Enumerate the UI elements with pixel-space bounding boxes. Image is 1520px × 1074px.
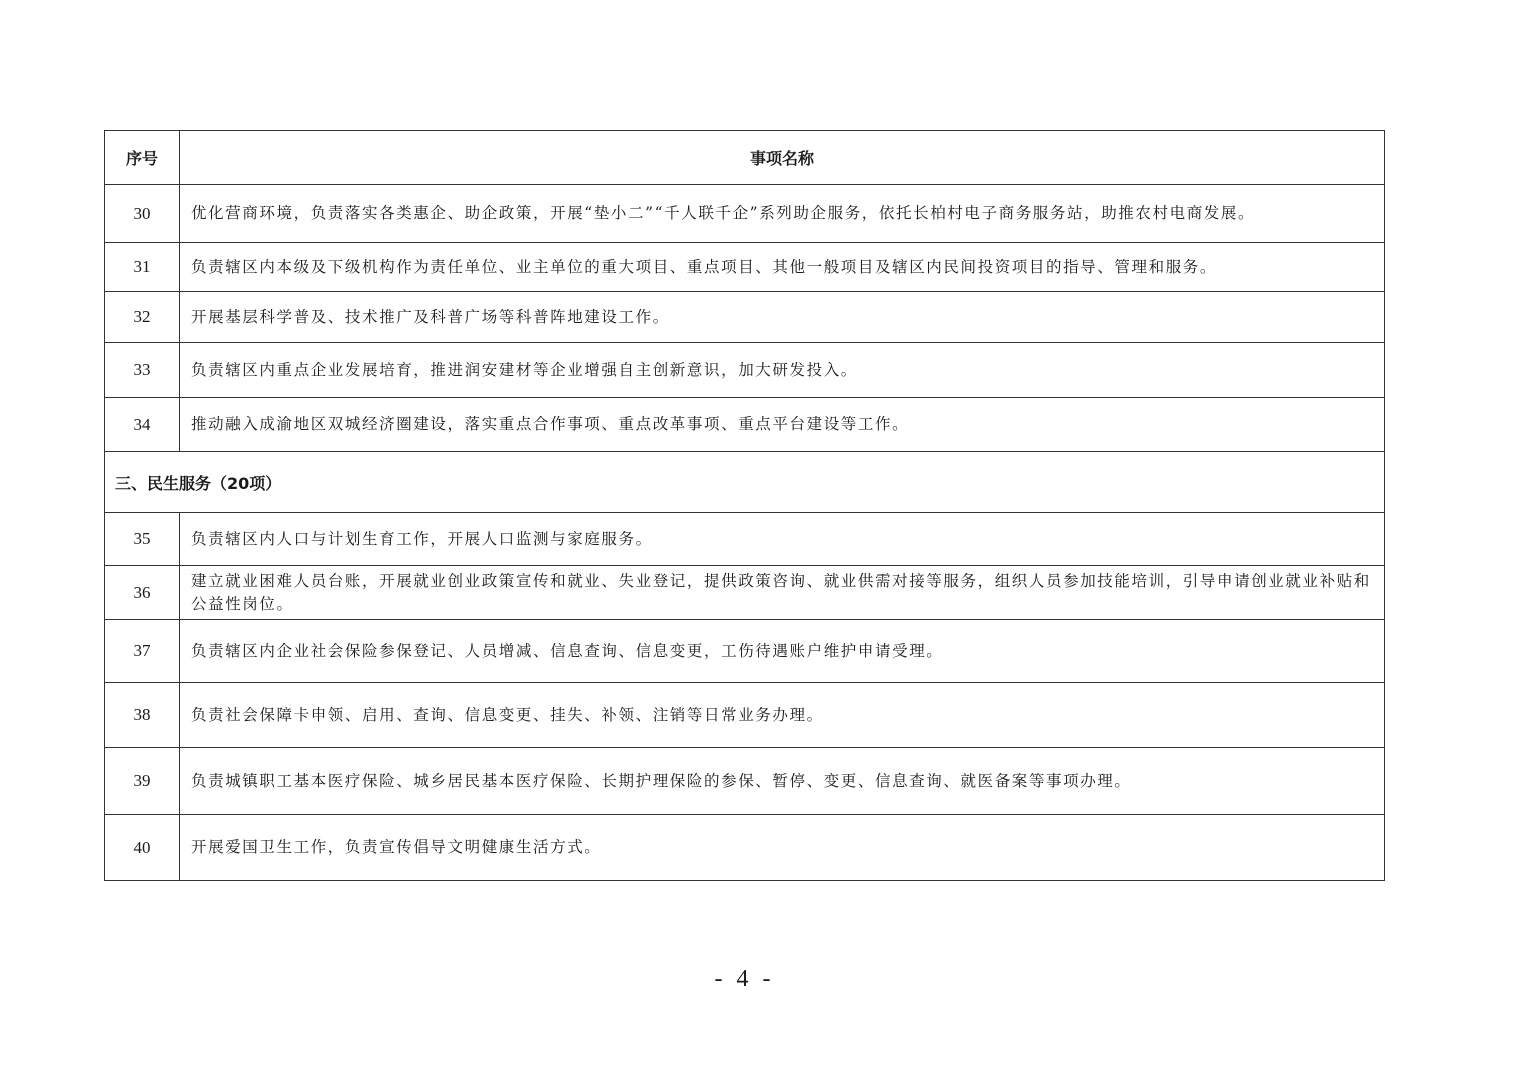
row-item-text: 开展爱国卫生工作，负责宣传倡导文明健康生活方式。: [180, 815, 1385, 881]
table-row: [105, 343, 1385, 398]
section-row: [105, 452, 1385, 513]
table-row: [105, 398, 1385, 452]
table-row: [105, 243, 1385, 292]
row-item-text: 开展基层科学普及、技术推广及科普广场等科普阵地建设工作。: [180, 292, 1385, 343]
section-heading: 三、民生服务（20项）: [105, 452, 1385, 513]
row-item-text: 推动融入成渝地区双城经济圈建设，落实重点合作事项、重点改革事项、重点平台建设等工作。: [180, 398, 1385, 452]
table-row: [105, 513, 1385, 566]
table-row: [105, 566, 1385, 620]
table-row: [105, 748, 1385, 815]
row-number: 32: [105, 292, 180, 343]
row-number: 38: [105, 683, 180, 748]
row-number: 33: [105, 343, 180, 398]
row-item-text: 负责辖区内重点企业发展培育，推进润安建材等企业增强自主创新意识，加大研发投入。: [180, 343, 1385, 398]
row-number: 36: [105, 566, 180, 620]
table-row: [105, 815, 1385, 881]
row-item-text: 负责社会保障卡申领、启用、查询、信息变更、挂失、补领、注销等日常业务办理。: [180, 683, 1385, 748]
row-item-text: 优化营商环境，负责落实各类惠企、助企政策，开展“垫小二”“千人联千企”系列助企服务，依托长柏村电子商务服务站，助推农村电商发展。: [180, 185, 1385, 243]
table-header-row: [105, 131, 1385, 185]
table-row: [105, 620, 1385, 683]
row-item-text: 负责城镇职工基本医疗保险、城乡居民基本医疗保险、长期护理保险的参保、暂停、变更、信息查询、就医备案等事项办理。: [180, 748, 1385, 815]
header-no: 序号: [105, 131, 180, 185]
table-row: [105, 185, 1385, 243]
row-number: 31: [105, 243, 180, 292]
row-item-text: 负责辖区内企业社会保险参保登记、人员增减、信息查询、信息变更，工伤待遇账户维护申请受理。: [180, 620, 1385, 683]
row-number: 30: [105, 185, 180, 243]
page-number: - 4 -: [714, 966, 775, 992]
row-number: 35: [105, 513, 180, 566]
table-row: [105, 292, 1385, 343]
row-item-text: 负责辖区内本级及下级机构作为责任单位、业主单位的重大项目、重点项目、其他一般项目及辖区内民间投资项目的指导、管理和服务。: [180, 243, 1385, 292]
row-number: 40: [105, 815, 180, 881]
row-number: 39: [105, 748, 180, 815]
row-number: 34: [105, 398, 180, 452]
table-row: [105, 683, 1385, 748]
row-item-text: 建立就业困难人员台账，开展就业创业政策宣传和就业、失业登记，提供政策咨询、就业供需对接等服务，组织人员参加技能培训，引导申请创业就业补贴和公益性岗位。: [180, 566, 1385, 620]
items-table: [104, 130, 1385, 881]
row-item-text: 负责辖区内人口与计划生育工作，开展人口监测与家庭服务。: [180, 513, 1385, 566]
row-number: 37: [105, 620, 180, 683]
header-name: 事项名称: [180, 131, 1385, 185]
